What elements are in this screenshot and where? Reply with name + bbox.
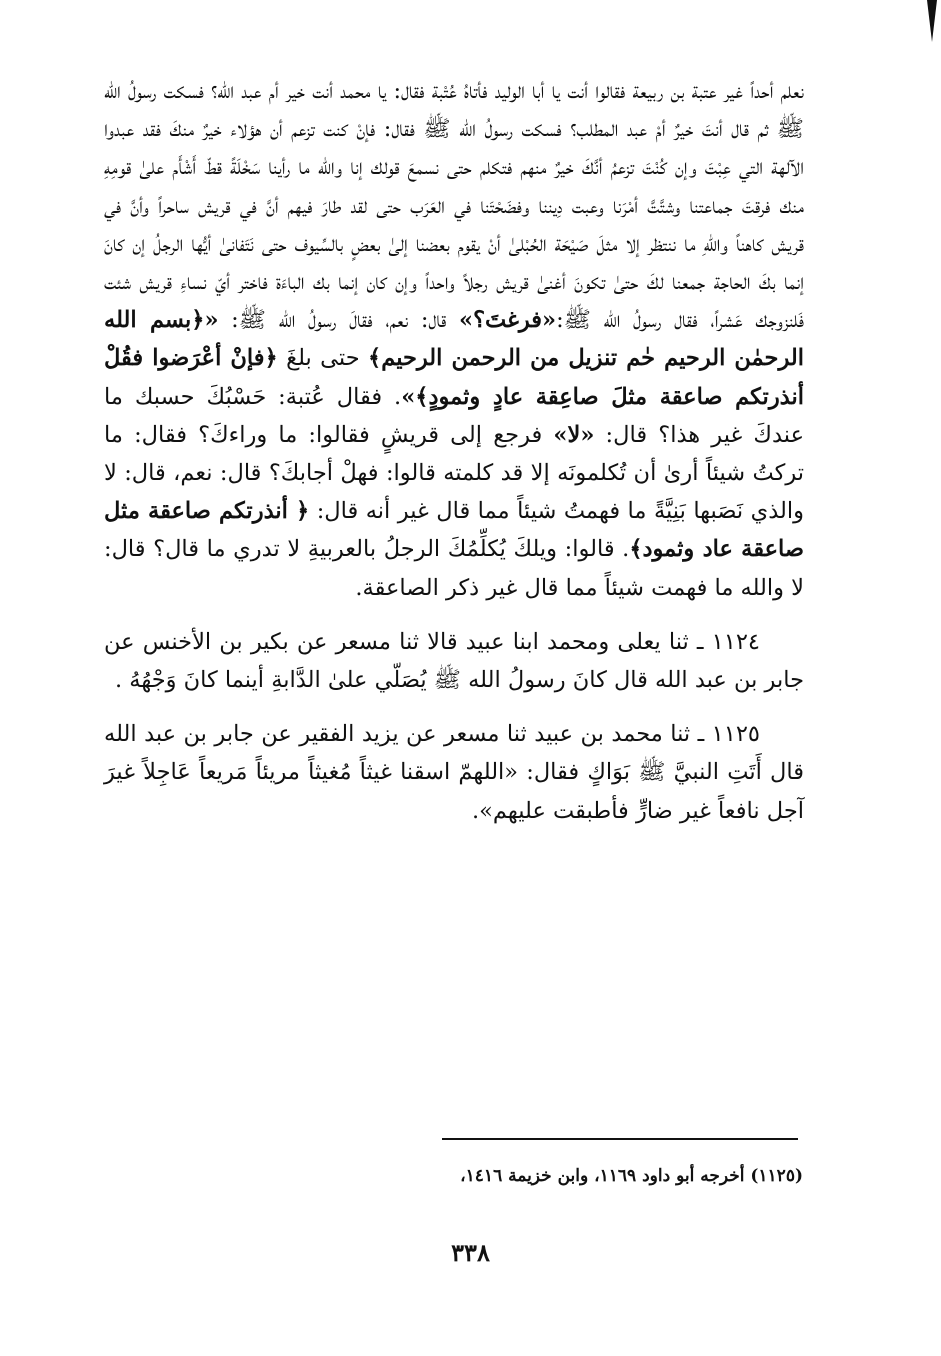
hadith-1124: ١١٢٤ ـ ثنا يعلى ومحمد ابنا عبيد قالا ثنا مسعر عن بكير بن الأخنس عن جابر بن عبد الله قال كانَ رسولُ الله ﷺ يُصَلّي علىٰ الدَّابةِ أينما كانَ وَجْهُهُ . bbox=[104, 628, 804, 694]
paragraph-text: . فقال عُتبة: حَسْبُكَ حسبك ما عندكَ غير هذا؟ قال: bbox=[104, 383, 804, 448]
hadith-paragraph-continued bbox=[104, 72, 804, 607]
bold-quote: «لا» bbox=[553, 421, 595, 448]
main-text bbox=[104, 72, 804, 830]
footnote-divider bbox=[442, 1138, 798, 1140]
bold-quote: «﴿بسم الله الرحمٰن الرحيم حٰم تنزيل من الرحمن الرحيم﴾ bbox=[104, 307, 804, 372]
page-corner-mark bbox=[927, 0, 937, 42]
paragraph-text: نعلم أحداً غير عتبة بن ربيعة فقالوا أنت يا أبا الوليد فأتاهُ عُتْبة فقال: يا محمد أنت خير أم عبد الله؟ فسكت رسولُ الله ﷺ ثم قال أنتَ خيرٌ أمْ عبد المطلب؟ فسكت رسولُ الله ﷺ فقال: فإنْ كنت تزعم أن هؤلاء خيرٌ منكَ فقد عبدوا الآلهة التي عِبْتَ وإن كُنْتَ تزعمُ أنَّكَ خيرٌ منهم فتكلم حتى نسمعَ قولك إنا والله ما رأينا سَخْلَةً قطّ أَشْأَم علىٰ قومِهِ منك فرقتَ جماعتنا وشتَّتَّ أمْرَنا وعبت دِيننا وفضَحْتَنا في العَرَب حتى لقد طارَ فيهم أنَّ في قريش ساحراً وأنَّ في قريش كاهناً واللهِ ما ننتظر إلا مثلَ صَيْحَة الحُبْلىٰ أنْ يقوم بعضنا إلىٰ بعضٍ بالسِّيوف حتى نَتَفانىٰ أيُّها الرجلُ إن كانَ إنما بكَ الحاجة جمعنا لكَ حتىٰ تكونَ أغنىٰ قريش رجلاً واحداً وإن كان إنما بك الباءَة فاختر أيّ نساءِ قريش شئت فَلنزوجك عَشراً، فقال رسولُ الله ﷺ: bbox=[104, 78, 805, 334]
paragraph-text: حتى بلغَ bbox=[277, 345, 369, 372]
paragraph-text: فرجع إلى قريشٍ فقالوا: ما وراءكَ؟ فقال: ما تركتُ شيئاً أرىٰ أن تُكلمونَه إلا قد كلمته قالوا: فهلْ أجابكَ؟ قال: نعم، قال: لا والذي نَصَبها بَنِيَّةً ما فهمتُ شيئاً مما قال غير أنه قال: bbox=[104, 421, 804, 525]
bold-quote: ﴿فإنْ أعْرَضوا فقُلْ أنذرتكم صاعقة مثلَ صاعِقة عادٍ وثمودٍ﴾» bbox=[104, 345, 805, 410]
hadith-1125: ١١٢٥ ـ ثنا محمد بن عبيد ثنا مسعر عن يزيد الفقير عن جابر بن عبد الله قال أَتَتِ النبيَّ ﷺ بَوَاكٍ فقال: «اللهمّ اسقنا غيثاً مُغيثاً مريئاً مَريعاً عَاجِلاً غيرَ آجل نافعاً غير ضارٍّ فأطبقت عليهم». bbox=[104, 721, 804, 824]
footnote: (١١٢٥) أخرجه أبو داود ١١٦٩، وابن خزيمة ١٤١٦، bbox=[460, 1166, 803, 1186]
bold-quote: «فرغتَ؟» bbox=[459, 307, 557, 334]
page-number: ٣٣٨ bbox=[451, 1238, 490, 1267]
bold-quote: ﴿ أنذرتكم صاعقة مثل صاعقة عاد وثمود﴾ bbox=[104, 498, 804, 563]
paragraph-text: . قالوا: ويلكَ يُكلِّمُكَ الرجلُ بالعربيةِ لا تدري ما قال؟ قال: لا والله ما فهمت شيئاً مما قال غير ذكر الصاعقة. bbox=[104, 536, 804, 601]
paragraph-text: قال: نعم، فقالَ رسولُ الله ﷺ: bbox=[218, 307, 460, 334]
